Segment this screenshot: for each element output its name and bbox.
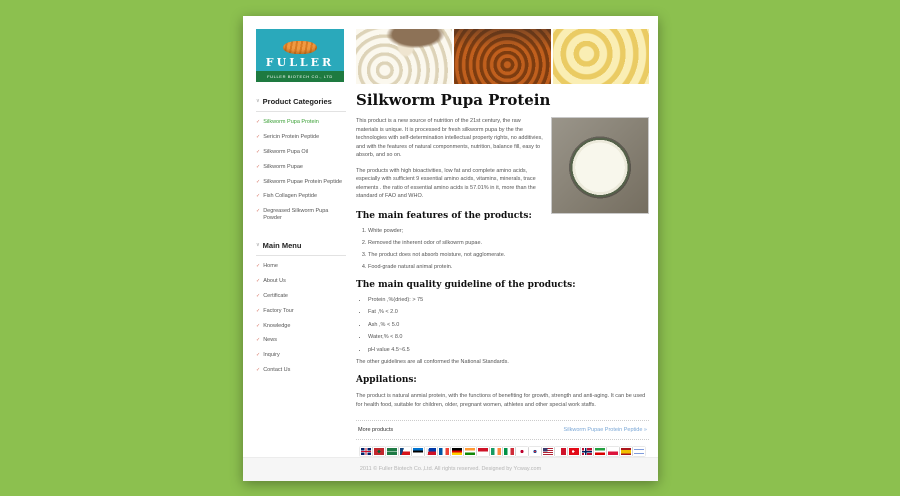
country-flag-icon[interactable] [581, 447, 593, 456]
country-flag-icon[interactable] [503, 447, 515, 456]
sidebar-menu-item[interactable] [256, 363, 346, 378]
silkworm-pupa-icon [283, 41, 317, 54]
country-flag-icon[interactable] [607, 447, 619, 456]
check-arrow-icon: ✓ [256, 352, 261, 359]
applications-heading: Appilations: [356, 375, 417, 386]
category-label: Fish Collagen Peptide [263, 193, 318, 200]
intro-paragraph: This product is a new source of nutrition of the 21st century, the raw materials is unique. It is processed br fresh silkworm pupa by the the technologies with self-determination intellectual property rights, no additivies, and with the features of natural componments, nutrition, balance fill, easy to absorb, and so on. [356, 118, 543, 159]
country-flag-icon[interactable] [633, 447, 645, 456]
check-arrow-icon: ✓ [256, 119, 261, 125]
product-categories-title: Product Categories [262, 97, 332, 106]
sidebar [256, 29, 346, 378]
check-arrow-icon: ✓ [256, 163, 261, 170]
quality-heading: The main quality guideline of the products: [356, 279, 576, 290]
feature-item: 3. The product does not absorb moisture, not agglomerate. [368, 252, 649, 258]
sidebar-menu-item[interactable] [256, 319, 346, 334]
sidebar-menu-item[interactable] [256, 259, 346, 274]
sidebar-category-item[interactable] [256, 130, 346, 145]
check-arrow-icon: ✓ [256, 148, 261, 155]
features-list [356, 228, 649, 270]
quality-item: • Ash ,% < 5.0 [368, 322, 649, 328]
main-menu-heading [256, 238, 346, 256]
category-label: Sericin Protein Peptide [263, 133, 320, 140]
country-flag-icon[interactable] [399, 447, 411, 456]
quality-list [356, 297, 649, 353]
chevron-down-icon: ∨ [256, 242, 260, 248]
main-content [356, 29, 649, 456]
page-title: Silkworm Pupa Protein [356, 91, 551, 109]
country-flag-icon[interactable] [464, 447, 476, 456]
sidebar-category-item[interactable] [256, 145, 346, 160]
country-flag-icon[interactable] [620, 447, 632, 456]
country-flag-icon[interactable] [451, 447, 463, 456]
product-categories-list [256, 115, 346, 226]
country-flag-icon[interactable] [425, 447, 437, 456]
check-arrow-icon: ✓ [256, 337, 261, 344]
country-flag-icon[interactable] [386, 447, 398, 456]
more-products-label: More products [358, 427, 394, 434]
more-products-row [356, 420, 649, 440]
menu-label: Knowledge [263, 322, 291, 329]
menu-label: Certificate [263, 292, 288, 299]
country-flag-icon[interactable] [542, 447, 554, 456]
menu-label: Home [263, 263, 278, 269]
check-arrow-icon: ✓ [256, 208, 261, 215]
language-flags-row [356, 447, 649, 456]
sidebar-category-item[interactable] [256, 160, 346, 175]
check-arrow-icon: ✓ [256, 263, 261, 269]
quality-item: • pH value 4.5~6.5 [368, 347, 649, 353]
category-label: Silkworm Pupa Oil [263, 148, 309, 155]
country-flag-icon[interactable] [555, 447, 567, 456]
feature-item: 2. Removed the inherent odor of silkowrm pupae. [368, 240, 649, 246]
country-flag-icon[interactable] [594, 447, 606, 456]
sidebar-category-item[interactable] [256, 175, 346, 190]
quality-item: • Protein ,%(dried): > 75 [368, 297, 649, 303]
sidebar-category-item[interactable] [256, 115, 346, 130]
check-arrow-icon: ✓ [256, 307, 261, 314]
features-heading: The main features of the products: [356, 210, 532, 221]
sidebar-menu-item[interactable] [256, 304, 346, 319]
menu-label: Inquiry [263, 352, 280, 359]
intro-paragraph: The products with high bioactivities, low fat and complete amino acids, especially with sufficient 9 essential amino acids, vitamins, minerals, trace elements . the ratio of essential amino acids is 57.01% in it, more than the standard of FAO and WHO. [356, 167, 536, 200]
main-menu-list [256, 259, 346, 378]
banner-image [553, 29, 649, 84]
company-logo[interactable] [256, 29, 344, 82]
banner-image [356, 29, 452, 84]
sidebar-menu-item[interactable] [256, 333, 346, 348]
menu-label: News [263, 337, 277, 344]
applications-text: The product is natural anmial protein, with the functions of benefiting for growth, strength and anti-aging. It can be used for health food, suitable for children, older, pregnant women, athletes and other special work staffs. [356, 393, 646, 408]
country-flag-icon[interactable] [412, 447, 424, 456]
country-flag-icon[interactable] [373, 447, 385, 456]
check-arrow-icon: ✓ [256, 277, 261, 284]
menu-label: Contact Us [263, 367, 291, 374]
footer-bar [243, 457, 658, 481]
check-arrow-icon: ✓ [256, 367, 261, 374]
chevron-down-icon: ∨ [256, 98, 260, 104]
feature-item: 1. White powder; [368, 228, 649, 234]
menu-label: Factory Tour [263, 307, 294, 314]
check-arrow-icon: ✓ [256, 193, 261, 200]
country-flag-icon[interactable] [516, 447, 528, 456]
product-categories-heading [256, 94, 346, 112]
product-powder-photo [551, 117, 649, 214]
copyright-text: 2011 © Fuller Biotech Co.,Ltd. All rights reserved. Designed by Ycway.com [359, 466, 542, 472]
check-arrow-icon: ✓ [256, 178, 261, 185]
check-arrow-icon: ✓ [256, 322, 261, 329]
feature-item: 4. Food-grade natural animal protein. [368, 264, 649, 270]
country-flag-icon[interactable] [477, 447, 489, 456]
logo-background [256, 29, 344, 71]
country-flag-icon[interactable] [490, 447, 502, 456]
sidebar-menu-item[interactable] [256, 289, 346, 304]
country-flag-icon[interactable] [438, 447, 450, 456]
category-label: Degreased Silkworm Pupa Powder [263, 208, 329, 222]
next-product-link[interactable]: Silkworm Pupae Protein Peptide » [563, 427, 647, 434]
country-flag-icon[interactable] [568, 447, 580, 456]
category-label: Silkworm Pupa Protein [263, 119, 319, 125]
sidebar-menu-item[interactable] [256, 274, 346, 289]
check-arrow-icon: ✓ [256, 292, 261, 299]
logo-company-name: FULLER BIOTECH CO., LTD [256, 71, 344, 82]
main-menu-title: Main Menu [262, 241, 302, 250]
category-label: Silkworm Pupae Protein Peptide [263, 178, 343, 185]
check-arrow-icon: ✓ [256, 133, 261, 140]
banner-image [454, 29, 550, 84]
sidebar-category-item[interactable] [256, 189, 346, 204]
category-label: Silkworm Pupae [263, 163, 303, 170]
country-flag-icon[interactable] [529, 447, 541, 456]
quality-item: • Fat ,% < 2.0 [368, 309, 649, 315]
menu-label: About Us [263, 277, 286, 284]
logo-brand-text: FULLER [265, 56, 335, 69]
quality-item: • Water,% < 8.0 [368, 334, 649, 340]
banner-images [356, 29, 649, 84]
sidebar-category-item[interactable] [256, 204, 346, 226]
country-flag-icon[interactable] [360, 447, 372, 456]
sidebar-menu-item[interactable] [256, 348, 346, 363]
website-page [243, 16, 658, 481]
quality-note: The other guidelines are all conformed the National Standards. [356, 359, 509, 366]
